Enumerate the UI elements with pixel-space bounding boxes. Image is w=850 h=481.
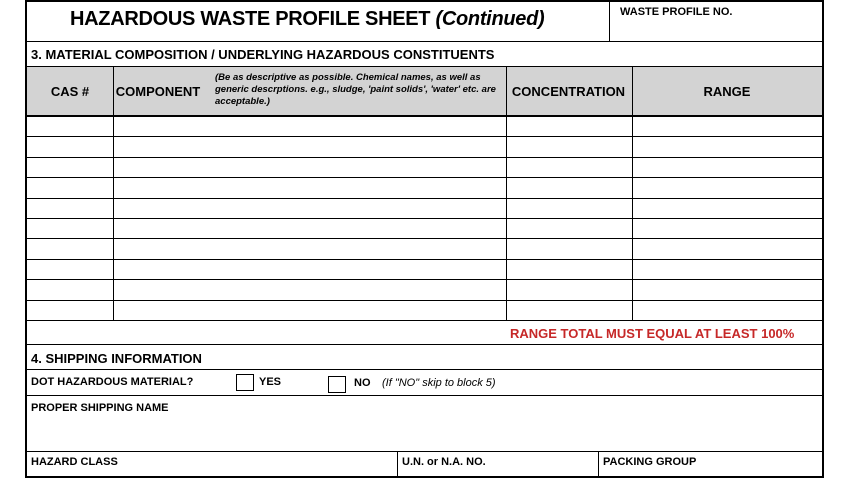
hazard-class-label: HAZARD CLASS xyxy=(31,456,118,468)
cell-range[interactable] xyxy=(633,137,821,155)
range-total-note: RANGE TOTAL MUST EQUAL AT LEAST 100% xyxy=(510,326,795,341)
cell-cas[interactable] xyxy=(28,280,112,298)
proper-shipping-name-field[interactable] xyxy=(27,416,822,450)
cell-concentration[interactable] xyxy=(507,137,631,155)
cell-cas[interactable] xyxy=(28,301,112,319)
divider xyxy=(27,451,822,452)
title-suffix: (Continued) xyxy=(435,8,545,30)
header-divider xyxy=(609,1,610,41)
page-title xyxy=(70,8,544,31)
cell-range[interactable] xyxy=(633,178,821,196)
cell-cas[interactable] xyxy=(28,178,112,196)
dot-hazardous-label: DOT HAZARDOUS MATERIAL? xyxy=(31,376,194,388)
cell-range[interactable] xyxy=(633,199,821,217)
cell-concentration[interactable] xyxy=(507,280,631,298)
cell-component[interactable] xyxy=(114,178,505,196)
cell-range[interactable] xyxy=(633,301,821,319)
cell-concentration[interactable] xyxy=(507,301,631,319)
divider xyxy=(27,344,822,345)
cell-concentration[interactable] xyxy=(507,158,631,176)
bottom-border xyxy=(25,476,824,478)
yes-label: YES xyxy=(259,376,282,388)
divider xyxy=(27,369,822,370)
col-header-component: COMPONENT xyxy=(115,84,201,99)
cell-range[interactable] xyxy=(633,260,821,278)
no-checkbox[interactable] xyxy=(328,376,346,393)
cell-concentration[interactable] xyxy=(507,178,631,196)
cell-cas[interactable] xyxy=(28,260,112,278)
divider xyxy=(27,41,822,42)
cell-cas[interactable] xyxy=(28,219,112,237)
cell-component[interactable] xyxy=(114,158,505,176)
yes-checkbox[interactable] xyxy=(236,374,254,391)
no-label: NO xyxy=(354,377,371,389)
divider xyxy=(27,66,822,67)
cell-range[interactable] xyxy=(633,239,821,257)
section3-title: 3. MATERIAL COMPOSITION / UNDERLYING HAZARDOUS CONSTITUENTS xyxy=(31,47,495,62)
waste-profile-no-field[interactable] xyxy=(611,20,821,40)
cell-cas[interactable] xyxy=(28,158,112,176)
divider xyxy=(27,395,822,396)
cell-component[interactable] xyxy=(114,239,505,257)
cell-concentration[interactable] xyxy=(507,239,631,257)
row-divider xyxy=(27,320,822,321)
cell-range[interactable] xyxy=(633,219,821,237)
waste-profile-no-label: WASTE PROFILE NO. xyxy=(620,6,733,18)
cell-concentration[interactable] xyxy=(507,260,631,278)
packing-group-label: PACKING GROUP xyxy=(603,456,697,468)
component-note: (Be as descriptive as possible. Chemical names, as well as generic descrptions. e.g., sludge, 'paint solids', 'water' etc. are acceptable.) xyxy=(215,72,496,107)
cell-component[interactable] xyxy=(114,117,505,135)
cell-component[interactable] xyxy=(114,301,505,319)
skip-note: (If "NO" skip to block 5) xyxy=(382,377,496,389)
col-header-concentration: CONCENTRATION xyxy=(511,84,626,99)
col-header-cas: CAS # xyxy=(50,84,90,99)
divider xyxy=(598,451,599,477)
cell-concentration[interactable] xyxy=(507,117,631,135)
cell-range[interactable] xyxy=(633,280,821,298)
cell-concentration[interactable] xyxy=(507,219,631,237)
divider xyxy=(397,451,398,477)
cell-component[interactable] xyxy=(114,219,505,237)
cell-cas[interactable] xyxy=(28,239,112,257)
cell-component[interactable] xyxy=(114,199,505,217)
section4-title: 4. SHIPPING INFORMATION xyxy=(31,351,202,366)
cell-cas[interactable] xyxy=(28,117,112,135)
cell-range[interactable] xyxy=(633,158,821,176)
cell-concentration[interactable] xyxy=(507,199,631,217)
title-main: HAZARDOUS WASTE PROFILE SHEET xyxy=(70,8,431,30)
cell-component[interactable] xyxy=(114,137,505,155)
cell-cas[interactable] xyxy=(28,137,112,155)
cell-cas[interactable] xyxy=(28,199,112,217)
proper-shipping-name-label: PROPER SHIPPING NAME xyxy=(31,402,169,414)
cell-range[interactable] xyxy=(633,117,821,135)
cell-component[interactable] xyxy=(114,280,505,298)
col-header-range: RANGE xyxy=(703,84,751,99)
un-na-label: U.N. or N.A. NO. xyxy=(402,456,486,468)
cell-component[interactable] xyxy=(114,260,505,278)
